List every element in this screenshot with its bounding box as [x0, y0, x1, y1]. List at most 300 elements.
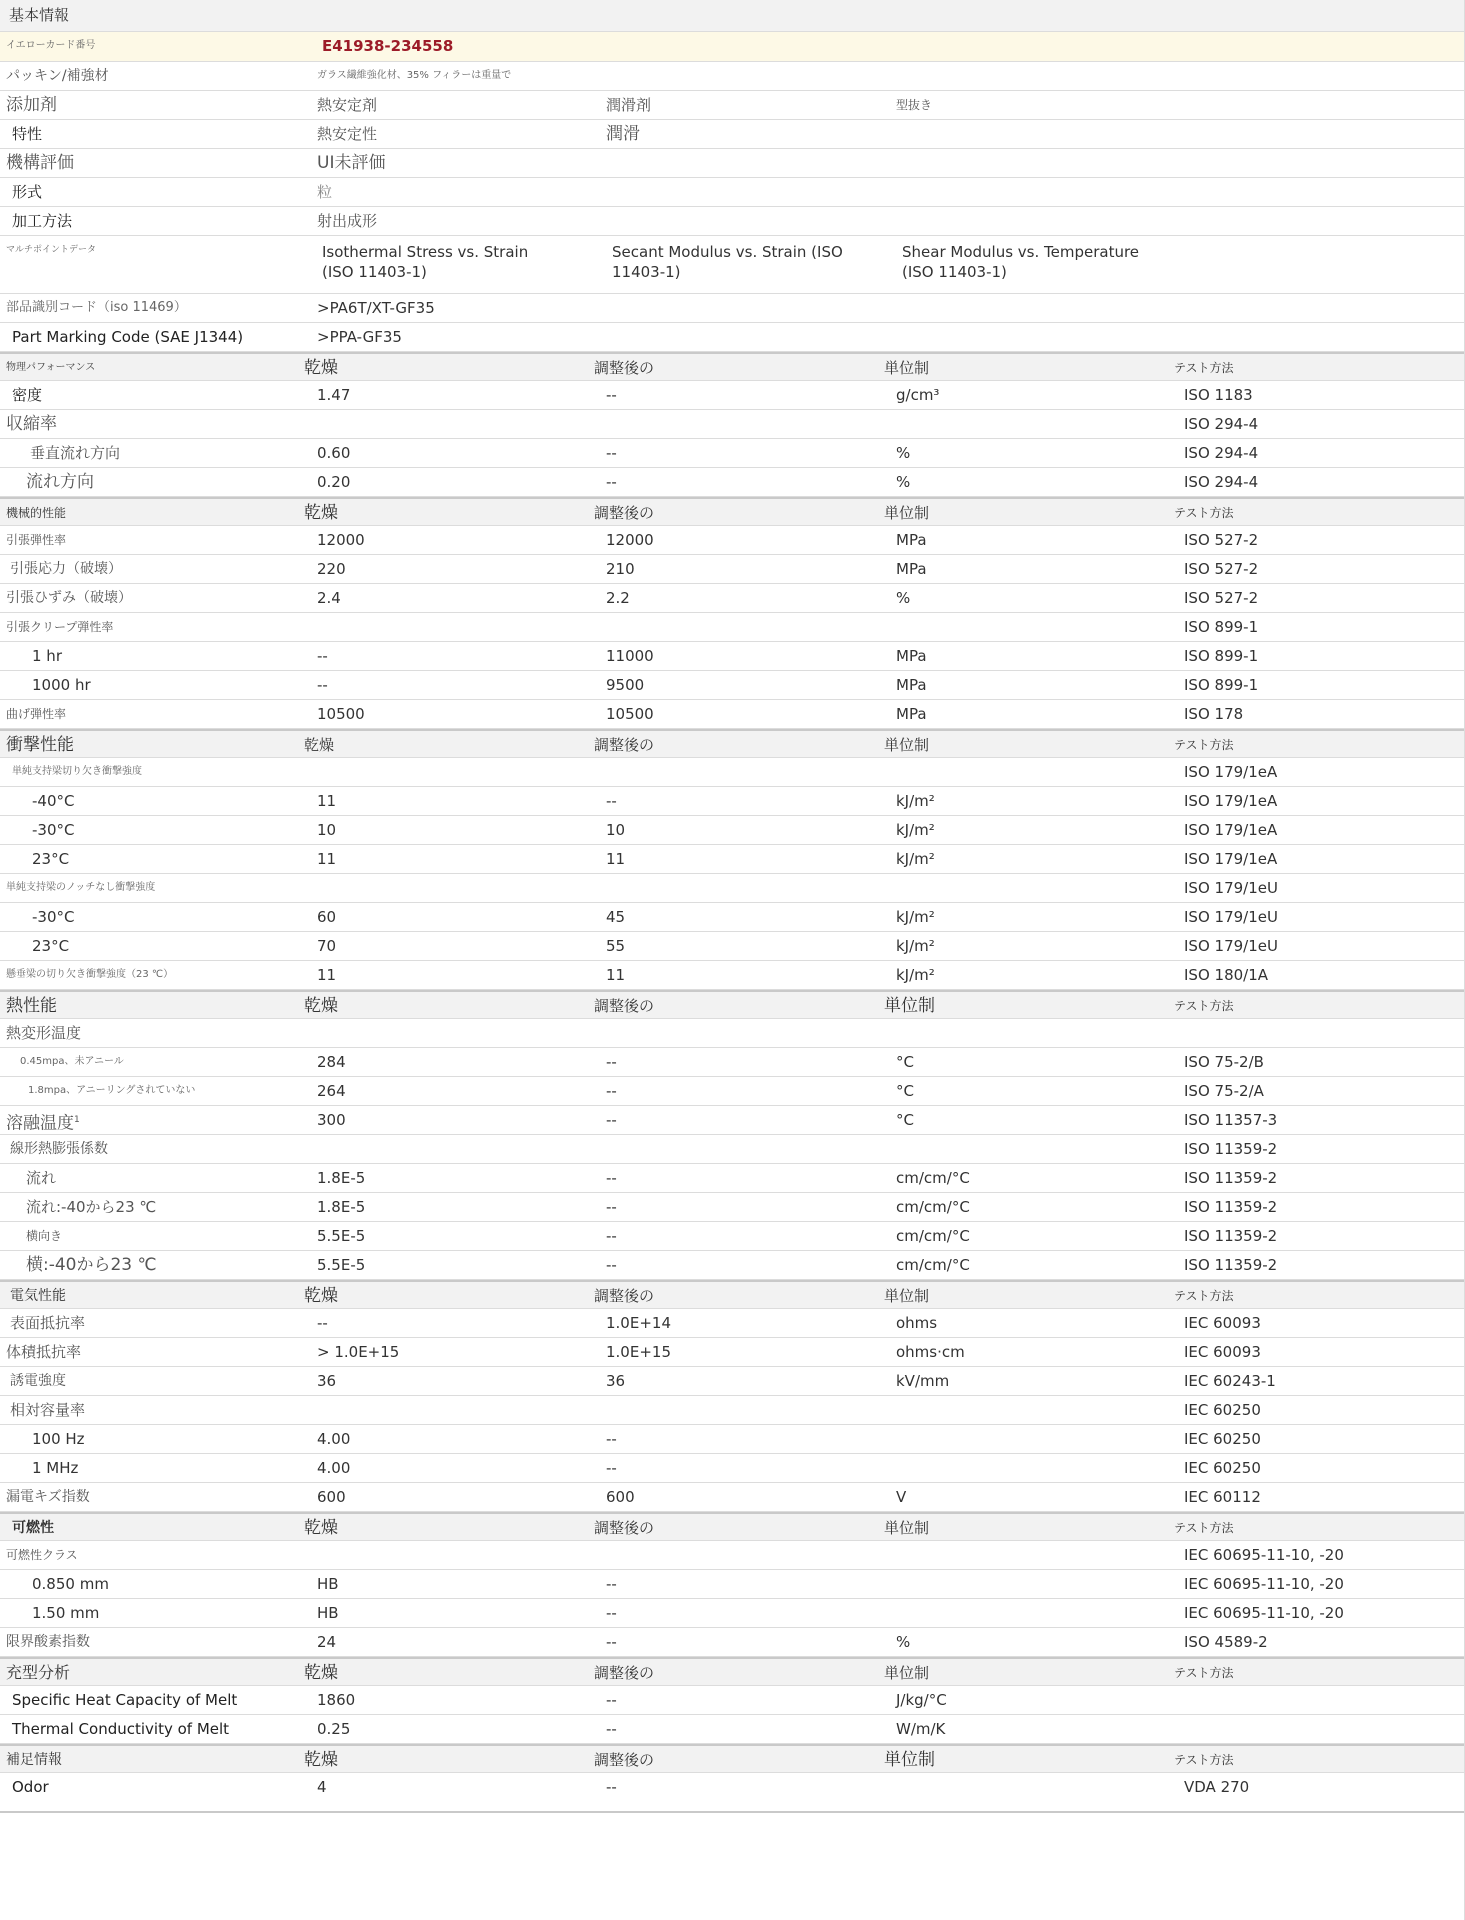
table-row	[0, 381, 1465, 410]
test-method: ISO 11359-2	[1184, 1140, 1278, 1158]
unit-value: kJ/m²	[896, 937, 935, 955]
agency-label: 機構評価	[6, 153, 74, 173]
cond-value: 10	[606, 821, 626, 839]
cond-value: --	[606, 1720, 617, 1738]
table-row	[0, 642, 1465, 671]
test-method: ISO 179/1eU	[1184, 937, 1278, 955]
dry-value: --	[317, 647, 328, 665]
col-cond: 調整後の	[594, 504, 655, 522]
property-label: 1000 hr	[32, 676, 91, 694]
property-label: 23°C	[32, 937, 70, 955]
property-label: 引張クリープ弾性率	[6, 620, 114, 634]
property-label: 流れ:-40から23 ℃	[26, 1198, 157, 1216]
unit-value: kJ/m²	[896, 792, 935, 810]
agency-row	[0, 149, 1465, 178]
test-method: IEC 60112	[1184, 1488, 1261, 1506]
unit-value: MPa	[896, 705, 927, 723]
cond-value: 10500	[606, 705, 654, 723]
unit-value: %	[896, 444, 911, 462]
dry-value: 220	[317, 560, 346, 578]
multipoint-link[interactable]: Isothermal Stress vs. Strain (ISO 11403-1)	[322, 243, 529, 281]
table-row	[0, 410, 1465, 439]
dry-value: HB	[317, 1604, 339, 1622]
test-method: IEC 60243-1	[1184, 1372, 1276, 1390]
test-method: ISO 179/1eA	[1184, 821, 1278, 839]
multipoint-link[interactable]: Secant Modulus vs. Strain (ISO 11403-1)	[612, 243, 843, 281]
property-label: 0.45mpa、未アニール	[20, 1056, 124, 1067]
col-cond: 調整後の	[594, 1751, 655, 1769]
col-unit: 単位制	[884, 1287, 930, 1305]
property-label: 収縮率	[6, 414, 57, 434]
test-method: IEC 60250	[1184, 1459, 1261, 1477]
dry-value: 300	[317, 1111, 346, 1129]
col-cond: 調整後の	[594, 1287, 655, 1305]
test-method: ISO 899-1	[1184, 618, 1259, 636]
dry-value: 10500	[317, 705, 365, 723]
dry-value: 600	[317, 1488, 346, 1506]
property-label: 1.8mpa、アニーリングされていない	[28, 1085, 196, 1096]
dry-value: 284	[317, 1053, 346, 1071]
table-row	[0, 1338, 1465, 1367]
property-label: 単純支持梁切り欠き衝撃強度	[12, 766, 142, 777]
property-label: 相対容量率	[10, 1401, 86, 1419]
unit-value: %	[896, 589, 911, 607]
col-unit: 単位制	[884, 736, 930, 754]
dry-value: 5.5E-5	[317, 1256, 366, 1274]
dry-value: 11	[317, 792, 337, 810]
table-row	[0, 671, 1465, 700]
test-method: IEC 60093	[1184, 1314, 1261, 1332]
dry-value: HB	[317, 1575, 339, 1593]
col-test: テスト方法	[1174, 1753, 1234, 1767]
col-dry: 乾燥	[304, 736, 335, 754]
test-method: ISO 179/1eA	[1184, 850, 1278, 868]
property-label: 流れ	[26, 1169, 57, 1187]
dry-value: 12000	[317, 531, 365, 549]
dry-value: 0.60	[317, 444, 351, 462]
table-row	[0, 845, 1465, 874]
cond-value: --	[606, 1053, 617, 1071]
electrical-header	[0, 1280, 1465, 1309]
property-label: 漏電キズ指数	[6, 1489, 90, 1505]
table-row	[0, 439, 1465, 468]
test-method: ISO 11359-2	[1184, 1256, 1278, 1274]
dry-value: 1.8E-5	[317, 1169, 366, 1187]
table-row	[0, 961, 1465, 990]
thermal-header	[0, 990, 1465, 1019]
col-test: テスト方法	[1174, 1521, 1234, 1535]
property-label: -30°C	[32, 821, 75, 839]
unit-value: cm/cm/°C	[896, 1227, 970, 1245]
test-method: ISO 179/1eA	[1184, 763, 1278, 781]
feature-row	[0, 120, 1465, 149]
filler-row	[0, 62, 1465, 91]
col-cond: 調整後の	[594, 1664, 655, 1682]
test-method: ISO 527-2	[1184, 589, 1259, 607]
dry-value: 1.47	[317, 386, 351, 404]
cond-value: --	[606, 1256, 617, 1274]
section-title: 充型分析	[6, 1663, 71, 1682]
property-label: 懸垂梁の切り欠き衝撃強度（23 ℃）	[6, 969, 174, 980]
dry-value: 4	[317, 1778, 327, 1796]
property-label	[6, 1106, 80, 1134]
test-method: ISO 180/1A	[1184, 966, 1269, 984]
dry-value: 11	[317, 850, 337, 868]
cond-value: 9500	[606, 676, 645, 694]
section-title: 物理パフォーマンス	[6, 362, 96, 373]
dry-value: > 1.0E+15	[317, 1343, 400, 1361]
physical-header	[0, 352, 1465, 381]
table-row	[0, 1686, 1465, 1715]
unit-value: g/cm³	[896, 386, 940, 404]
mechanical-header	[0, 497, 1465, 526]
col-unit: 単位制	[884, 1750, 935, 1770]
table-row	[0, 1773, 1465, 1813]
table-row	[0, 1570, 1465, 1599]
additive-label: 添加剤	[6, 95, 57, 115]
cond-value: --	[606, 1691, 617, 1709]
unit-value: MPa	[896, 531, 927, 549]
cond-value: --	[606, 1430, 617, 1448]
table-row	[0, 932, 1465, 961]
unit-value: kV/mm	[896, 1372, 950, 1390]
yellow-card-row	[0, 32, 1465, 62]
table-row	[0, 1019, 1465, 1048]
form-value: 粒	[317, 183, 333, 201]
form-label: 形式	[12, 183, 43, 201]
property-label: 100 Hz	[32, 1430, 85, 1448]
cond-value: 1.0E+14	[606, 1314, 671, 1332]
yellow-card-link[interactable]: E41938-234558	[322, 37, 454, 55]
table-row	[0, 1251, 1465, 1280]
unit-value: V	[896, 1488, 907, 1506]
test-method: ISO 179/1eU	[1184, 908, 1278, 926]
property-label: 単純支持梁のノッチなし衝撃強度	[6, 882, 156, 893]
table-row	[0, 1425, 1465, 1454]
dry-value: 36	[317, 1372, 337, 1390]
test-method: ISO 294-4	[1184, 473, 1259, 491]
property-label: Thermal Conductivity of Melt	[12, 1720, 230, 1738]
test-method: IEC 60695-11-10, -20	[1184, 1575, 1344, 1593]
property-label: 0.850 mm	[32, 1575, 109, 1593]
cond-value: 1.0E+15	[606, 1343, 671, 1361]
test-method: ISO 899-1	[1184, 647, 1259, 665]
unit-value: ohms·cm	[896, 1343, 965, 1361]
cond-value: 11	[606, 966, 626, 984]
multipoint-label: マルチポイントデータ	[6, 245, 97, 255]
table-row	[0, 1164, 1465, 1193]
property-label: Odor	[12, 1778, 49, 1796]
property-label: Specific Heat Capacity of Melt	[12, 1691, 238, 1709]
dry-value: 0.20	[317, 473, 351, 491]
property-label: 1.50 mm	[32, 1604, 100, 1622]
cond-value: 210	[606, 560, 635, 578]
property-label: 引張ひずみ（破壊）	[6, 590, 132, 606]
basic-info-title: 基本情報	[9, 6, 70, 24]
cond-value: --	[606, 1604, 617, 1622]
col-test: テスト方法	[1174, 1289, 1234, 1303]
dry-value: 4.00	[317, 1459, 351, 1477]
col-unit: 単位制	[884, 996, 935, 1016]
cond-value: --	[606, 1198, 617, 1216]
test-method: ISO 11357-3	[1184, 1111, 1278, 1129]
form-row	[0, 178, 1465, 207]
table-row	[0, 468, 1465, 497]
dry-value: 60	[317, 908, 337, 926]
test-method: ISO 4589-2	[1184, 1633, 1268, 1651]
col-unit: 単位制	[884, 359, 930, 377]
section-title: 機械的性能	[6, 506, 67, 520]
dry-value: 10	[317, 821, 337, 839]
cond-value: 12000	[606, 531, 654, 549]
additive-item: 潤滑剤	[606, 96, 652, 114]
test-method: ISO 527-2	[1184, 531, 1259, 549]
footnote-marker: 1	[74, 1115, 80, 1125]
unit-value: cm/cm/°C	[896, 1169, 970, 1187]
dry-value: 24	[317, 1633, 337, 1651]
unit-value: kJ/m²	[896, 850, 935, 868]
col-dry: 乾燥	[304, 503, 338, 523]
unit-value: W/m/K	[896, 1720, 946, 1738]
col-dry: 乾燥	[304, 358, 338, 378]
dry-value: 5.5E-5	[317, 1227, 366, 1245]
col-test: テスト方法	[1174, 999, 1234, 1013]
additive-row	[0, 91, 1465, 120]
table-row	[0, 903, 1465, 932]
property-label: 熱変形温度	[6, 1024, 82, 1042]
col-unit: 単位制	[884, 1664, 930, 1682]
test-method: IEC 60250	[1184, 1401, 1261, 1419]
table-row	[0, 1309, 1465, 1338]
dry-value: 1.8E-5	[317, 1198, 366, 1216]
unit-value: °C	[896, 1053, 914, 1071]
test-method: ISO 294-4	[1184, 415, 1259, 433]
test-method: VDA 270	[1184, 1778, 1250, 1796]
unit-value: %	[896, 473, 911, 491]
col-dry: 乾燥	[304, 1663, 338, 1683]
table-row	[0, 613, 1465, 642]
filler-value: ガラス繊維強化材、35% フィラーは重量で	[317, 70, 512, 81]
basic-info-header	[0, 0, 1465, 32]
section-title: 可燃性	[12, 1520, 54, 1536]
agency-value: UI未評価	[317, 153, 386, 173]
property-label: 1 hr	[32, 647, 62, 665]
test-method: ISO 527-2	[1184, 560, 1259, 578]
table-row	[0, 874, 1465, 903]
dry-value: --	[317, 1314, 328, 1332]
cond-value: 11000	[606, 647, 654, 665]
test-method: ISO 75-2/A	[1184, 1082, 1264, 1100]
table-row	[0, 1077, 1465, 1106]
test-method: ISO 11359-2	[1184, 1169, 1278, 1187]
cond-value: --	[606, 386, 617, 404]
section-title: 電気性能	[10, 1288, 66, 1304]
cond-value: 55	[606, 937, 626, 955]
cond-value: --	[606, 1227, 617, 1245]
test-method: ISO 178	[1184, 705, 1244, 723]
feature-label: 特性	[12, 125, 43, 143]
table-row	[0, 1483, 1465, 1512]
unit-value: J/kg/°C	[896, 1691, 947, 1709]
col-cond: 調整後の	[594, 997, 655, 1015]
unit-value: cm/cm/°C	[896, 1256, 970, 1274]
property-label: 誘電強度	[10, 1373, 66, 1389]
section-title: 衝撃性能	[6, 735, 74, 755]
unit-value: kJ/m²	[896, 908, 935, 926]
part-code-sae-value: >PPA-GF35	[317, 328, 402, 346]
test-method: ISO 1183	[1184, 386, 1253, 404]
col-dry: 乾燥	[304, 996, 338, 1016]
section-title: 熱性能	[6, 996, 57, 1016]
table-row	[0, 555, 1465, 584]
property-label: 引張弾性率	[6, 533, 67, 547]
col-dry: 乾燥	[304, 1518, 338, 1538]
multipoint-link[interactable]: Shear Modulus vs. Temperature (ISO 11403-1)	[902, 243, 1140, 281]
part-code-iso-label: 部品識別コード（iso 11469）	[6, 300, 187, 315]
unit-value: MPa	[896, 676, 927, 694]
filling-header	[0, 1657, 1465, 1686]
process-label: 加工方法	[12, 212, 73, 230]
table-row	[0, 1222, 1465, 1251]
unit-value: kJ/m²	[896, 821, 935, 839]
part-code-iso-row	[0, 294, 1465, 323]
table-row	[0, 758, 1465, 787]
test-method: IEC 60250	[1184, 1430, 1261, 1448]
multipoint-row	[0, 236, 1465, 294]
table-row	[0, 1599, 1465, 1628]
property-label: 流れ方向	[26, 472, 94, 492]
col-unit: 単位制	[884, 504, 930, 522]
property-label: -30°C	[32, 908, 75, 926]
table-row	[0, 1628, 1465, 1657]
table-row	[0, 1106, 1465, 1135]
col-cond: 調整後の	[594, 359, 655, 377]
test-method: ISO 11359-2	[1184, 1198, 1278, 1216]
unit-value: MPa	[896, 647, 927, 665]
table-row	[0, 1454, 1465, 1483]
test-method: ISO 899-1	[1184, 676, 1259, 694]
cond-value: --	[606, 1169, 617, 1187]
dry-value: --	[317, 676, 328, 694]
property-label: 線形熱膨張係数	[10, 1141, 108, 1157]
cond-value: 36	[606, 1372, 626, 1390]
unit-value: ohms	[896, 1314, 938, 1332]
cond-value: --	[606, 444, 617, 462]
feature-item: 潤滑	[606, 124, 640, 144]
cond-value: --	[606, 1633, 617, 1651]
table-row	[0, 1193, 1465, 1222]
table-row	[0, 700, 1465, 729]
property-label: 横向き	[26, 1229, 63, 1243]
process-value: 射出成形	[317, 212, 378, 230]
table-row	[0, 1715, 1465, 1744]
table-row	[0, 1048, 1465, 1077]
property-label: 密度	[12, 386, 43, 404]
test-method: ISO 294-4	[1184, 444, 1259, 462]
property-label: 体積抵抗率	[6, 1343, 82, 1361]
table-row	[0, 526, 1465, 555]
test-method: ISO 75-2/B	[1184, 1053, 1264, 1071]
unit-value: °C	[896, 1111, 914, 1129]
col-test: テスト方法	[1174, 1666, 1234, 1680]
dry-value: 264	[317, 1082, 346, 1100]
unit-value: %	[896, 1633, 911, 1651]
table-row	[0, 1396, 1465, 1425]
property-label: 曲げ弾性率	[6, 707, 67, 721]
table-row	[0, 1135, 1465, 1164]
cond-value: --	[606, 1111, 617, 1129]
property-label: 引張応力（破壊）	[10, 561, 122, 577]
unit-value: cm/cm/°C	[896, 1198, 970, 1216]
property-label-text: 溶融温度	[6, 1113, 74, 1134]
cond-value: 2.2	[606, 589, 630, 607]
part-code-iso-value: >PA6T/XT-GF35	[317, 299, 435, 317]
impact-header	[0, 729, 1465, 758]
dry-value: 4.00	[317, 1430, 351, 1448]
table-row	[0, 1367, 1465, 1396]
property-label: 23°C	[32, 850, 70, 868]
cond-value: --	[606, 473, 617, 491]
yellow-card-label: イエローカード番号	[6, 40, 96, 51]
col-cond: 調整後の	[594, 1519, 655, 1537]
dry-value: 2.4	[317, 589, 341, 607]
unit-value: °C	[896, 1082, 914, 1100]
table-row	[0, 1541, 1465, 1570]
dry-value: 70	[317, 937, 337, 955]
cond-value: 45	[606, 908, 626, 926]
cond-value: --	[606, 1459, 617, 1477]
cond-value: --	[606, 1082, 617, 1100]
property-label: 1 MHz	[32, 1459, 79, 1477]
flammability-header	[0, 1512, 1465, 1541]
unit-value: MPa	[896, 560, 927, 578]
part-code-sae-row	[0, 323, 1465, 352]
feature-item: 熱安定性	[317, 125, 378, 143]
additive-item: 熱安定剤	[317, 96, 378, 114]
property-label: 横:-40から23 ℃	[26, 1255, 157, 1275]
dry-value: 0.25	[317, 1720, 351, 1738]
filler-label: パッキン/補強材	[6, 68, 109, 84]
additive-item: 型抜き	[896, 98, 933, 112]
test-method: ISO 179/1eA	[1184, 792, 1278, 810]
col-test: テスト方法	[1174, 361, 1234, 375]
cond-value: 11	[606, 850, 626, 868]
process-row	[0, 207, 1465, 236]
unit-value: kJ/m²	[896, 966, 935, 984]
section-title: 補足情報	[6, 1752, 62, 1768]
cond-value: --	[606, 1778, 617, 1796]
property-label: 限界酸素指数	[6, 1634, 90, 1650]
col-test: テスト方法	[1174, 738, 1234, 752]
table-row	[0, 787, 1465, 816]
col-cond: 調整後の	[594, 736, 655, 754]
cond-value: --	[606, 1575, 617, 1593]
test-method: IEC 60695-11-10, -20	[1184, 1546, 1344, 1564]
property-label: -40°C	[32, 792, 75, 810]
col-dry: 乾燥	[304, 1286, 338, 1306]
cond-value: 600	[606, 1488, 635, 1506]
property-label: 垂直流れ方向	[30, 444, 121, 462]
part-code-sae-label: Part Marking Code (SAE J1344)	[12, 328, 244, 346]
property-label: 可燃性クラス	[6, 1548, 78, 1562]
test-method: IEC 60093	[1184, 1343, 1261, 1361]
cond-value: --	[606, 792, 617, 810]
test-method: ISO 11359-2	[1184, 1227, 1278, 1245]
dry-value: 1860	[317, 1691, 356, 1709]
dry-value: 11	[317, 966, 337, 984]
col-unit: 単位制	[884, 1519, 930, 1537]
table-row	[0, 816, 1465, 845]
